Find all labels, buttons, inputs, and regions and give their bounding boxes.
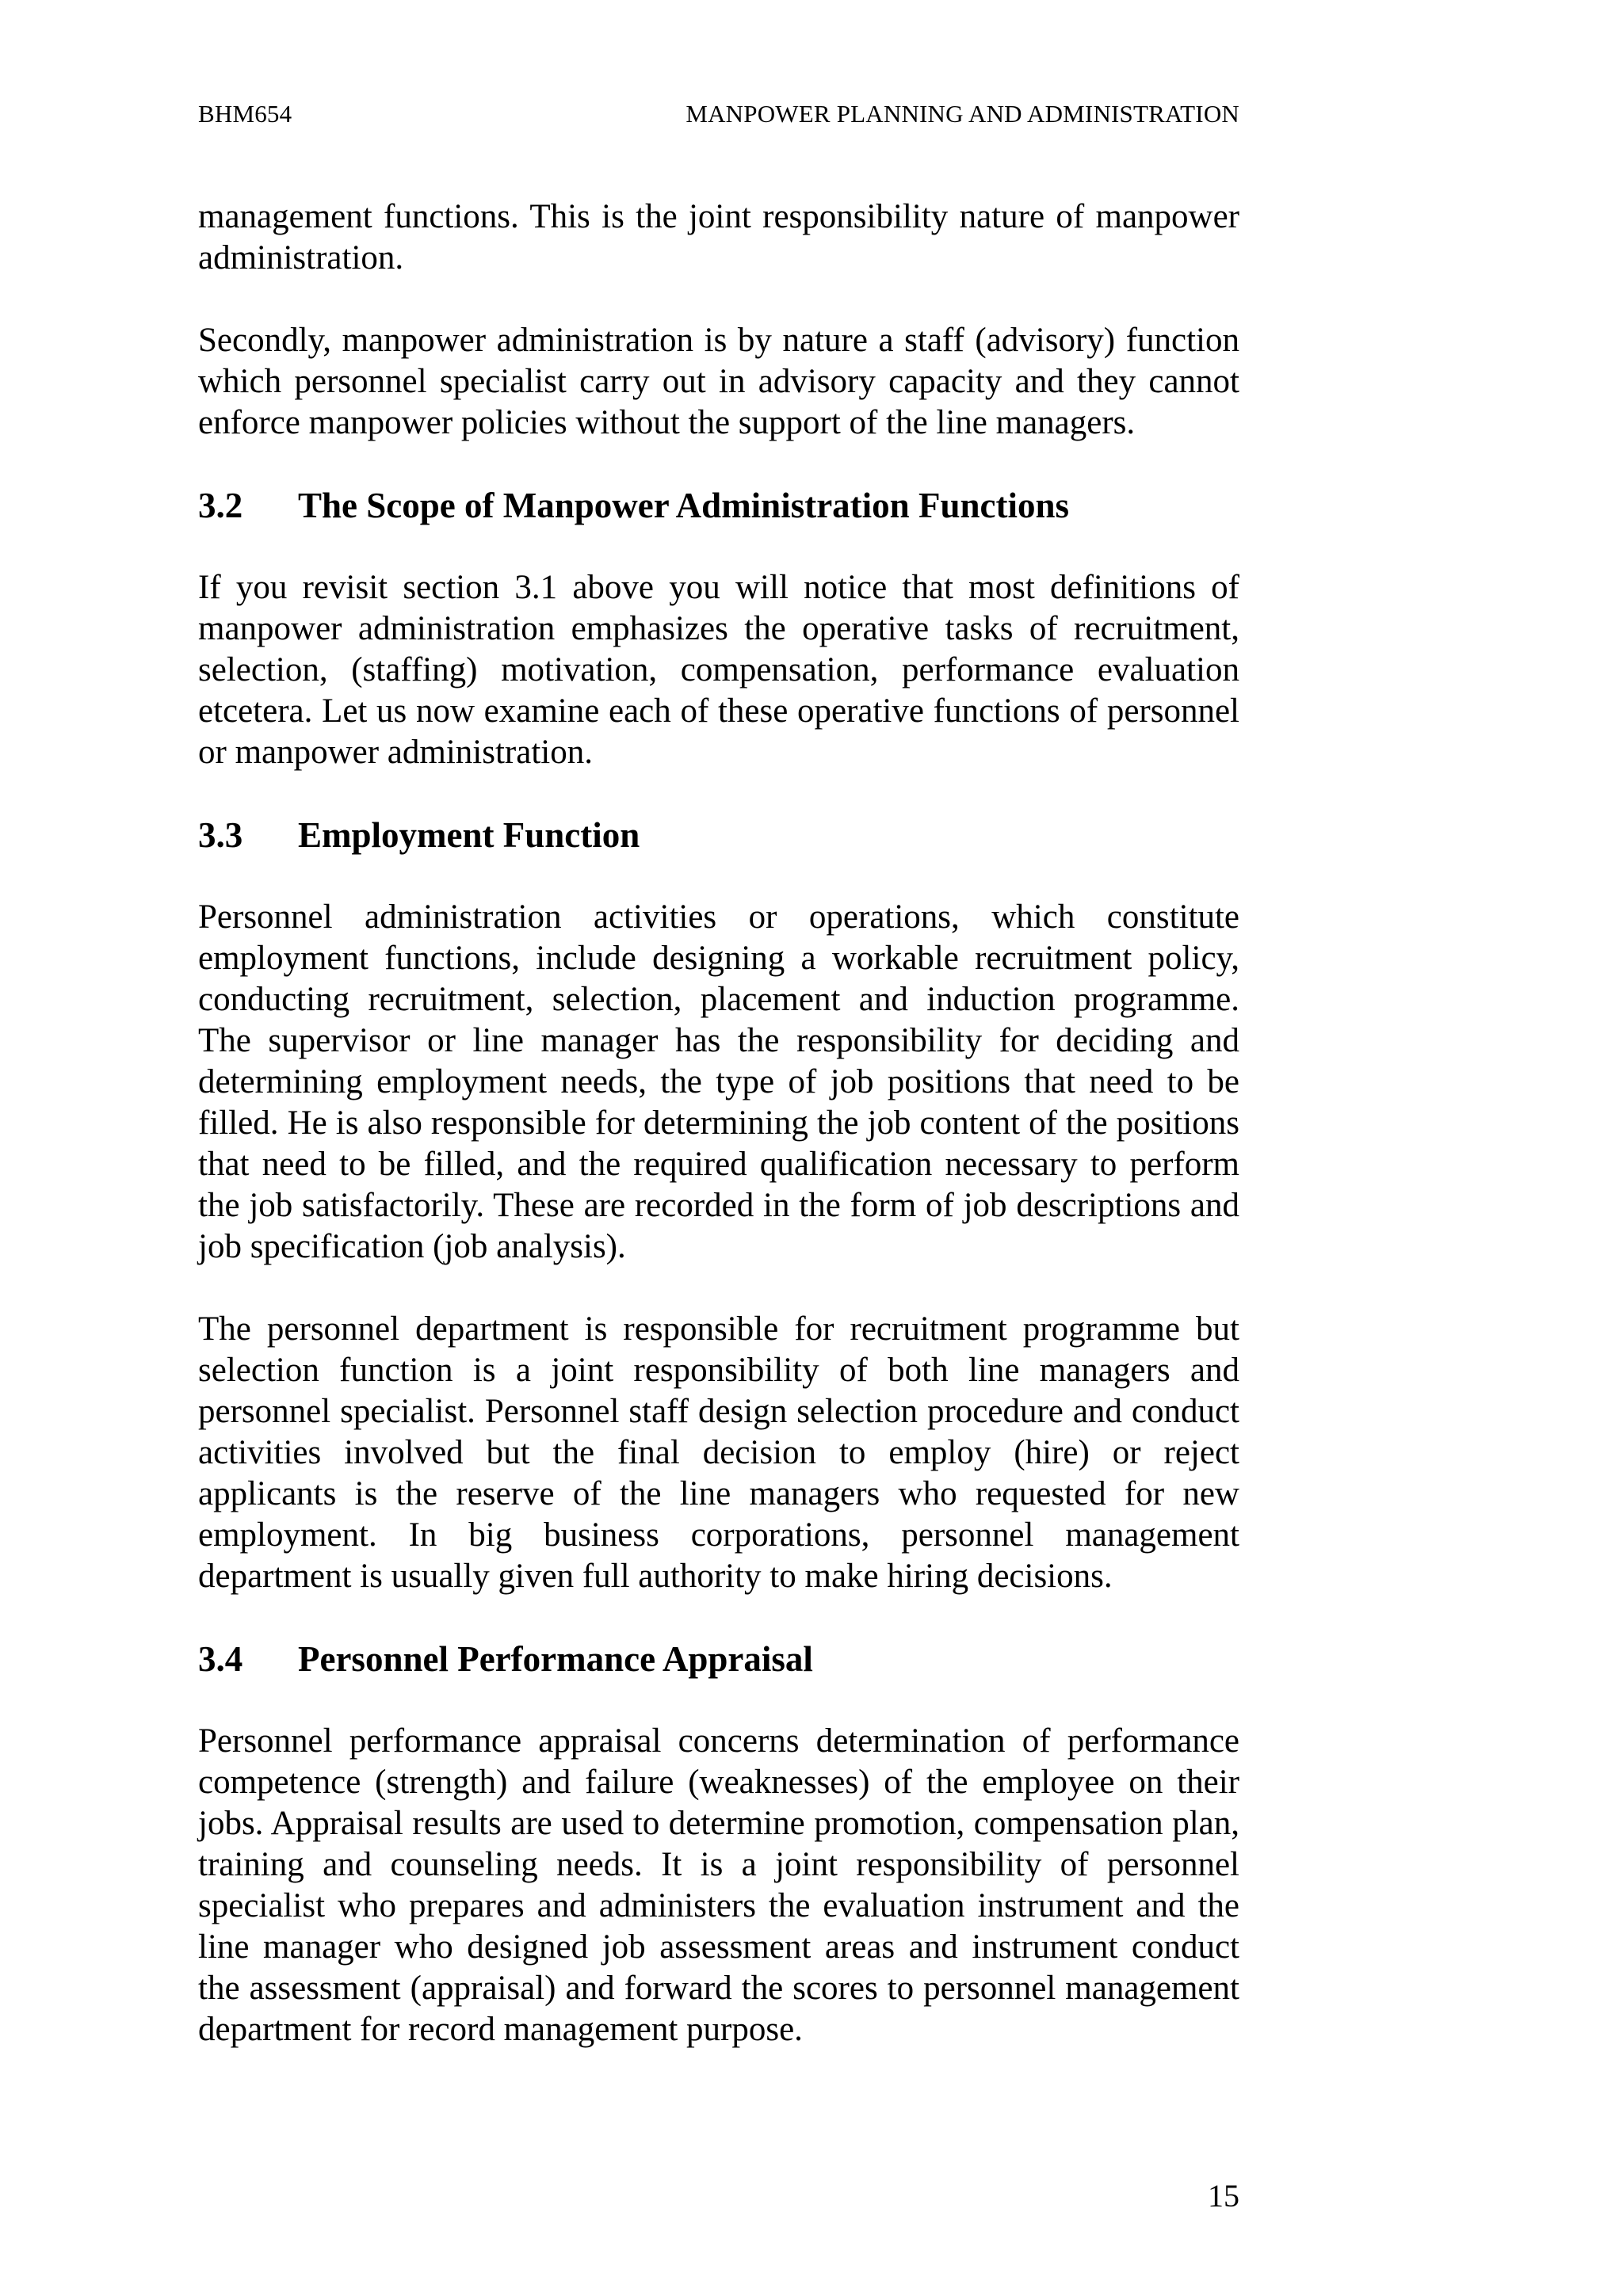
paragraph-recruitment-selection: The personnel department is responsible for recruitment programme but selection function is a joint responsibility of both line managers and personnel specialist. Personnel staff design selection procedure and conduct activities involved but the final decision to employ (hire) or reject applicants is the reserve of the line managers who requested for new employment. In big business corporations, personnel management department is usually given full authority to make hiring decisions.: [198, 1310, 1239, 1595]
section-title: Employment Function: [298, 815, 640, 855]
section-title: Personnel Performance Appraisal: [298, 1639, 813, 1679]
page-number: 15: [1208, 2178, 1239, 2214]
page-body: [198, 196, 1239, 2092]
running-header: [198, 98, 1239, 130]
section-number: 3.2: [198, 486, 243, 525]
paragraph-employment-activities: Personnel administration activities or operations, which constitute employment functions, include designing a workable recruitment policy, conducting recruitment, selection, placement and induction programme. The supervisor or line manager has the responsibility for deciding and determining employment needs, the type of job positions that need to be filled. He is also responsible for determining the job content of the positions that need to be filled, and the required qualification necessary to perform the job satisfactorily. These are recorded in the form of job descriptions and job specification (job analysis).: [198, 898, 1239, 1265]
section-heading-3-4: [198, 1638, 1239, 1680]
course-code: BHM654: [198, 100, 292, 128]
section-heading-3-3: [198, 814, 1239, 856]
section-title: The Scope of Manpower Administration Functions: [298, 486, 1069, 525]
paragraph-staff-function: Secondly, manpower administration is by nature a staff (advisory) function which personnel specialist carry out in advisory capacity and they cannot enforce manpower policies without the support of the line managers.: [198, 322, 1239, 441]
section-number: 3.4: [198, 1639, 243, 1679]
paragraph-joint-responsibility: management functions. This is the joint responsibility nature of manpower administration.: [198, 198, 1239, 277]
course-title: MANPOWER PLANNING AND ADMINISTRATION: [685, 100, 1239, 128]
section-number: 3.3: [198, 815, 243, 855]
paragraph-scope: If you revisit section 3.1 above you will notice that most definitions of manpower administration emphasizes the operative tasks of recruitment, selection, (staffing) motivation, compensation, performance evaluation etcetera. Let us now examine each of these operative functions of personnel or manpower administration.: [198, 569, 1239, 771]
paragraph-performance-appraisal: Personnel performance appraisal concerns determination of performance competence (strength) and failure (weaknesses) of the employee on their jobs. Appraisal results are used to determine promotion, compensation plan, training and counseling needs. It is a joint responsibility of personnel specialist who prepares and administers the evaluation instrument and the line manager who designed job assessment areas and instrument conduct the assessment (appraisal) and forward the scores to personnel management department for record management purpose.: [198, 1722, 1239, 2048]
section-heading-3-2: [198, 485, 1239, 526]
